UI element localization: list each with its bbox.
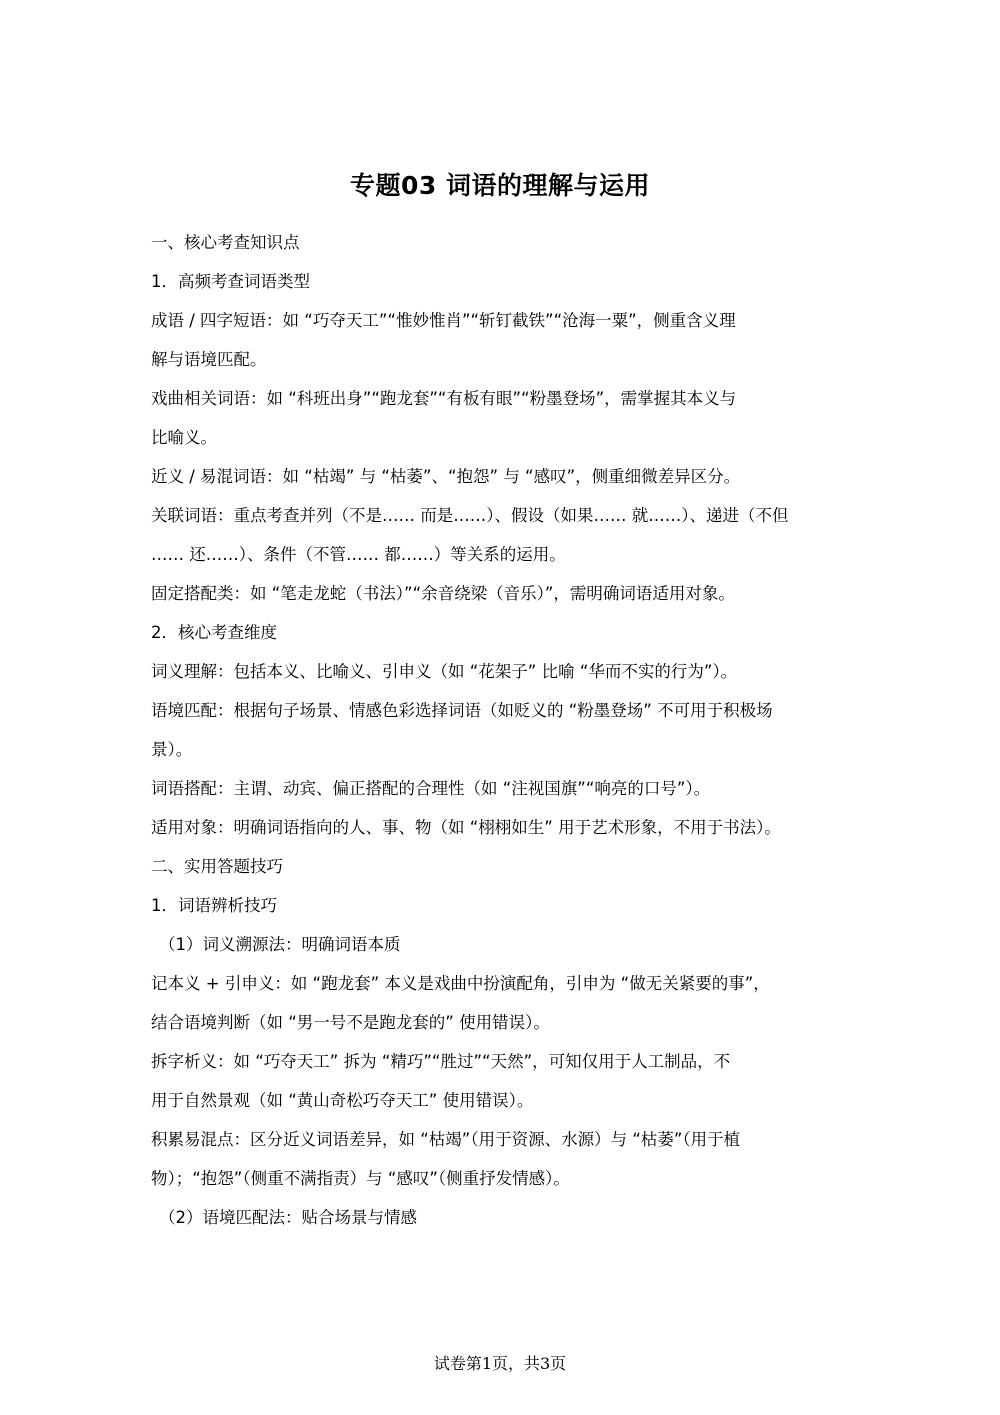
- subsection-heading: 2．核心考查维度: [151, 623, 277, 642]
- paragraph-line: 景）。: [151, 740, 193, 759]
- paragraph-line: 比喻义。: [151, 428, 217, 447]
- paragraph-line: 近义 / 易混词语：如 “枯竭” 与 “枯萎”、“抱怨” 与 “感叹”，侧重细微差异区分。: [151, 467, 741, 486]
- paragraph-line: 积累易混点：区分近义词语差异，如 “枯竭”（用于资源、水源）与 “枯萎”（用于植: [151, 1130, 741, 1149]
- paragraph-line: 拆字析义：如 “巧夺天工” 拆为 “精巧”“胜过”“天然”，可知仅用于人工制品，不: [151, 1052, 731, 1071]
- subsubsection-heading: （2）语境匹配法：贴合场景与情感: [159, 1208, 417, 1227]
- paragraph-line: 词义理解：包括本义、比喻义、引申义（如 “花架子” 比喻 “华而不实的行为”）。: [151, 662, 738, 681]
- paragraph-line: 固定搭配类：如 “笔走龙蛇（书法）”“余音绕梁（音乐）”，需明确词语适用对象。: [151, 584, 735, 603]
- section-heading: 一、核心考查知识点: [151, 233, 300, 252]
- paragraph-line: 词语搭配：主谓、动宾、偏正搭配的合理性（如 “注视国旗”“响亮的口号”）。: [151, 779, 711, 798]
- paragraph-line: 戏曲相关词语：如 “科班出身”“跑龙套”“有板有眼”“粉墨登场”，需掌握其本义与: [151, 389, 737, 408]
- paragraph-line: 关联词语：重点考查并列（不是…… 而是……）、假设（如果…… 就……）、递进（不但: [151, 506, 789, 525]
- subsubsection-heading: （1）词义溯源法：明确词语本质: [159, 935, 401, 954]
- paragraph-line: 适用对象：明确词语指向的人、事、物（如 “栩栩如生” 用于艺术形象，不用于书法）。: [151, 818, 781, 837]
- paragraph-line: 结合语境判断（如 “男一号不是跑龙套的” 使用错误）。: [151, 1013, 550, 1032]
- paragraph-line: 解与语境匹配。: [151, 350, 267, 369]
- page-title: 专题03 词语的理解与运用: [350, 171, 650, 200]
- paragraph-line: …… 还……）、条件（不管…… 都……）等关系的运用。: [151, 545, 566, 564]
- paragraph-line: 语境匹配：根据句子场景、情感色彩选择词语（如贬义的 “粉墨登场” 不可用于积极场: [151, 701, 773, 720]
- paragraph-line: 成语 / 四字短语：如 “巧夺天工”“惟妙惟肖”“斩钉截铁”“沧海一粟”，侧重含义理: [151, 311, 736, 330]
- paragraph-line: 物）；“抱怨”（侧重不满指责）与 “感叹”（侧重抒发情感）。: [151, 1169, 570, 1188]
- page-footer: 试卷第1页，共3页: [433, 1354, 567, 1373]
- paragraph-line: 用于自然景观（如 “黄山奇松巧夺天工” 使用错误）。: [151, 1091, 534, 1110]
- subsection-heading: 1．高频考查词语类型: [151, 272, 310, 291]
- paragraph-line: 记本义 + 引申义：如 “跑龙套” 本义是戏曲中扮演配角，引申为 “做无关紧要的事”，: [151, 974, 770, 993]
- section-heading: 二、实用答题技巧: [151, 857, 283, 876]
- subsection-heading: 1．词语辨析技巧: [151, 896, 277, 915]
- document-body: [151, 223, 856, 1237]
